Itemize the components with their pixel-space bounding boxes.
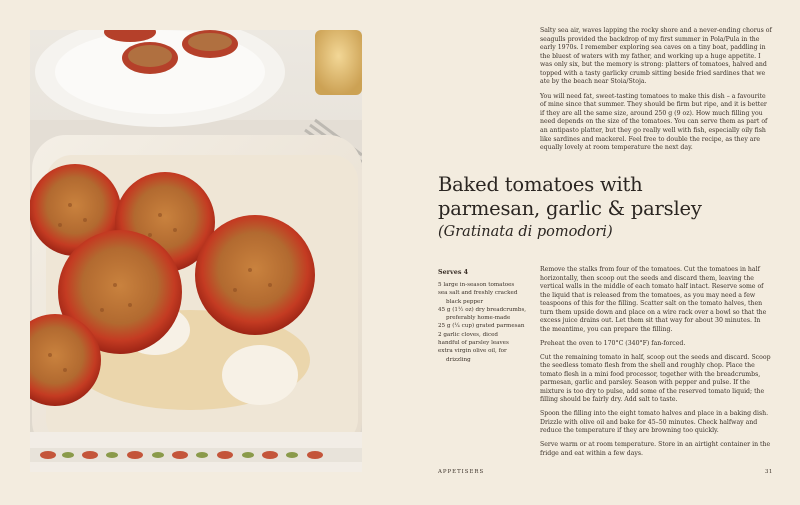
intro-paragraph: You will need fat, sweet-tasting tomatoes to make this dish – a favourite of mine since that summer. They should be firm but ripe, and it is better if they are all the same size, around 250 g (9 oz). How much filling you need depends on the size of the tomatoes. You can serve them as part of an antipasto platter, but they go really well with fish, especially oily fish like sardines and mackerel. Feel free to double the recipe, as they are equally lovely at room temperature the next day. <box>540 92 768 152</box>
method-step: Cut the remaining tomato in half, scoop out the seeds and discard. Scoop the seedless tomato flesh from the shell and roughly chop. Place the tomato flesh in a mini food processor, together with the breadcrumbs, parmesan, garlic and parsley. Season with pepper and pulse. If the mixture is too dry to pulse, add some of the reserved tomato liquid; the filling should be fairly dry. Add salt to taste. <box>540 353 771 403</box>
ingredient-item: 5 large in-season tomatoes <box>438 282 515 288</box>
method-step: Serve warm or at room temperature. Store in an airtight container in the fridge and eat within a few days. <box>540 441 771 457</box>
recipe-title-line: Baked tomatoes with <box>438 173 643 196</box>
page-number: 31 <box>765 469 773 475</box>
ingredient-item: extra virgin olive oil, for drizzling <box>438 348 507 363</box>
method-step: Spoon the filling into the eight tomato halves and place in a baking dish. Drizzle with olive oil and bake for 45–50 minutes. Check halfway and reduce the temperature if they are browning too quickly. <box>540 410 769 434</box>
ingredient-item: 2 garlic cloves, diced <box>438 331 498 338</box>
recipe-photo <box>30 30 362 472</box>
section-footer: APPETISERS <box>438 469 485 475</box>
ingredients-list <box>438 281 530 364</box>
serves-label: Serves 4 <box>438 268 469 276</box>
ingredient-item: 45 g (1½ oz) dry breadcrumbs, preferably home-made <box>438 306 527 322</box>
recipe-subtitle: (Gratinata di pomodori) <box>438 224 613 240</box>
method-steps <box>540 266 772 464</box>
recipe-introduction <box>540 27 772 159</box>
method-step: Remove the stalks from four of the tomatoes. Cut the tomatoes in half horizontally, then scoop out the seeds and discard them, leaving the vertical walls in the middle of each tomato half intact. Reserve some of the liquid that is released from the tomatoes, as you may need a few teaspoons of this for the filling. Scatter salt on the tomato halves, then turn them upside down and place on a wire rack over a bowl so that the excess juice drains out. Let them sit that way for about 30 minutes. In the meantime, you can prepare the filling. <box>540 266 767 333</box>
intro-paragraph: Salty sea air, waves lapping the rocky shore and a never-ending chorus of seagulls provided the backdrop of my first summer in Pola/Pula in the early 1970s. I remember exploring sea caves on a tiny boat, paddling in the bluest of waters with my father, and working up a huge appetite. I was only six, but the memory is strong: platters of tomatoes, halved and topped with a tasty garlicky crumb sitting beside fried sardines that we ate by the beach near Stoia/Stoja. <box>540 27 772 86</box>
baked-tomatoes-image <box>30 30 362 472</box>
recipe-title-line: parmesan, garlic & parsley <box>438 197 702 220</box>
ingredient-item: handful of parsley leaves <box>438 340 509 347</box>
recipe-title <box>438 173 702 221</box>
method-step: Preheat the oven to 170°C (340°F) fan-forced. <box>540 339 686 347</box>
ingredient-item: 25 g (¼ cup) grated parmesan <box>438 323 525 330</box>
ingredient-item: sea salt and freshly cracked black pepper <box>438 290 518 305</box>
